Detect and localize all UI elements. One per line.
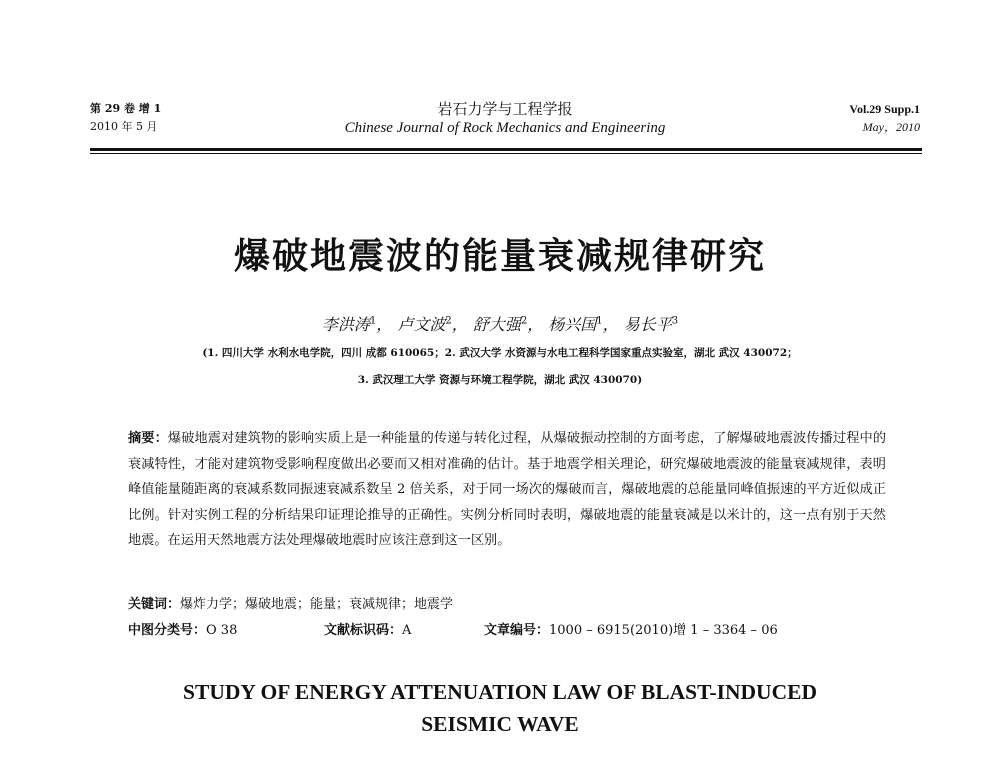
author-affiliation-mark: 1 <box>596 315 603 327</box>
author-affiliation-mark: 1 <box>369 315 377 327</box>
journal-name-en: Chinese Journal of Rock Mechanics and Engineering <box>344 120 666 136</box>
author-affiliation-mark: 2 <box>445 315 452 327</box>
author: 杨兴国 <box>548 315 597 334</box>
author-list: 李洪涛$^1$， 卢文波$^2$， 舒大强$^2$， 杨兴国$^1$， 易长平$^3$ <box>321 315 679 334</box>
keywords-text: 爆炸力学；爆破地震；能量；衰减规律；地震学 <box>180 597 454 612</box>
header-right <box>849 100 920 136</box>
date-en: May，2010 <box>862 120 920 134</box>
author: 易长平 <box>623 315 672 334</box>
volume-issue-cn: 第 29 卷 增 1 <box>90 102 162 115</box>
header-rule-thin <box>90 153 922 154</box>
article-label: 文章编号： <box>484 623 550 638</box>
keywords-label: 关键词： <box>128 597 181 612</box>
keywords <box>128 594 886 616</box>
author-affiliation-mark: 2 <box>520 315 528 327</box>
article-value: 1000 – 6915(2010)增 1 – 3364 – 06 <box>549 623 778 638</box>
doc-value: A <box>402 623 412 638</box>
affiliation-line-2: 3. 武汉理工大学 资源与环境工程学院，湖北 武汉 430070) <box>357 374 643 386</box>
article-number <box>484 620 778 642</box>
header-center <box>90 100 920 138</box>
clc-code <box>128 620 237 642</box>
header-rule-thick <box>90 148 922 151</box>
author: 舒大强 <box>472 315 521 334</box>
abstract <box>128 426 886 554</box>
author: 卢文波 <box>397 315 446 334</box>
paper-title: 爆破地震波的能量衰减规律研究 <box>233 236 766 277</box>
english-title-line-2: SEISMIC WAVE <box>421 712 579 736</box>
clc-label: 中图分类号： <box>128 623 207 638</box>
english-title <box>0 676 1000 740</box>
date-cn: 2010 年 5 月 <box>90 120 158 133</box>
volume-en: Vol.29 Supp.1 <box>849 102 920 116</box>
journal-header <box>90 100 920 148</box>
abstract-text: 爆破地震对建筑物的影响实质上是一种能量的传递与转化过程，从爆破振动控制的方面考虑，了解爆破地震波传播过程中的衰减特性，才能对建筑物受影响程度做出必要而又相对准确的估计。基于地震学相关理论，研究爆破地震波的能量衰减规律，表明峰值能量随距离的衰减系数同振速衰减系数呈 2 倍关系，对于同一场次的爆破而言，爆破地震的总能量同峰值振速的平方近似成正比例。针对实例工程的分析结果印证理论推导的正确性。实例分析同时表明，爆破地震的能量衰减是以米计的，这一点有别于天然地震。在运用天然地震方法处理爆破地震时应该注意到这一区别。 <box>128 431 887 548</box>
abstract-label: 摘要： <box>128 431 168 446</box>
journal-name-cn: 岩石力学与工程学报 <box>437 100 573 118</box>
affiliation-line-1: (1. 四川大学 水利水电学院，四川 成都 610065；2. 武汉大学 水资源与水电工程科学国家重点实验室，湖北 武汉 430072； <box>202 347 798 359</box>
author-affiliation-mark: 3 <box>671 315 679 327</box>
clc-value: O 38 <box>206 623 238 638</box>
doc-label: 文献标识码： <box>324 623 403 638</box>
english-title-line-1: STUDY OF ENERGY ATTENUATION LAW OF BLAST-INDUCED <box>183 680 817 704</box>
document-code <box>324 620 411 642</box>
author: 李洪涛 <box>321 315 370 334</box>
